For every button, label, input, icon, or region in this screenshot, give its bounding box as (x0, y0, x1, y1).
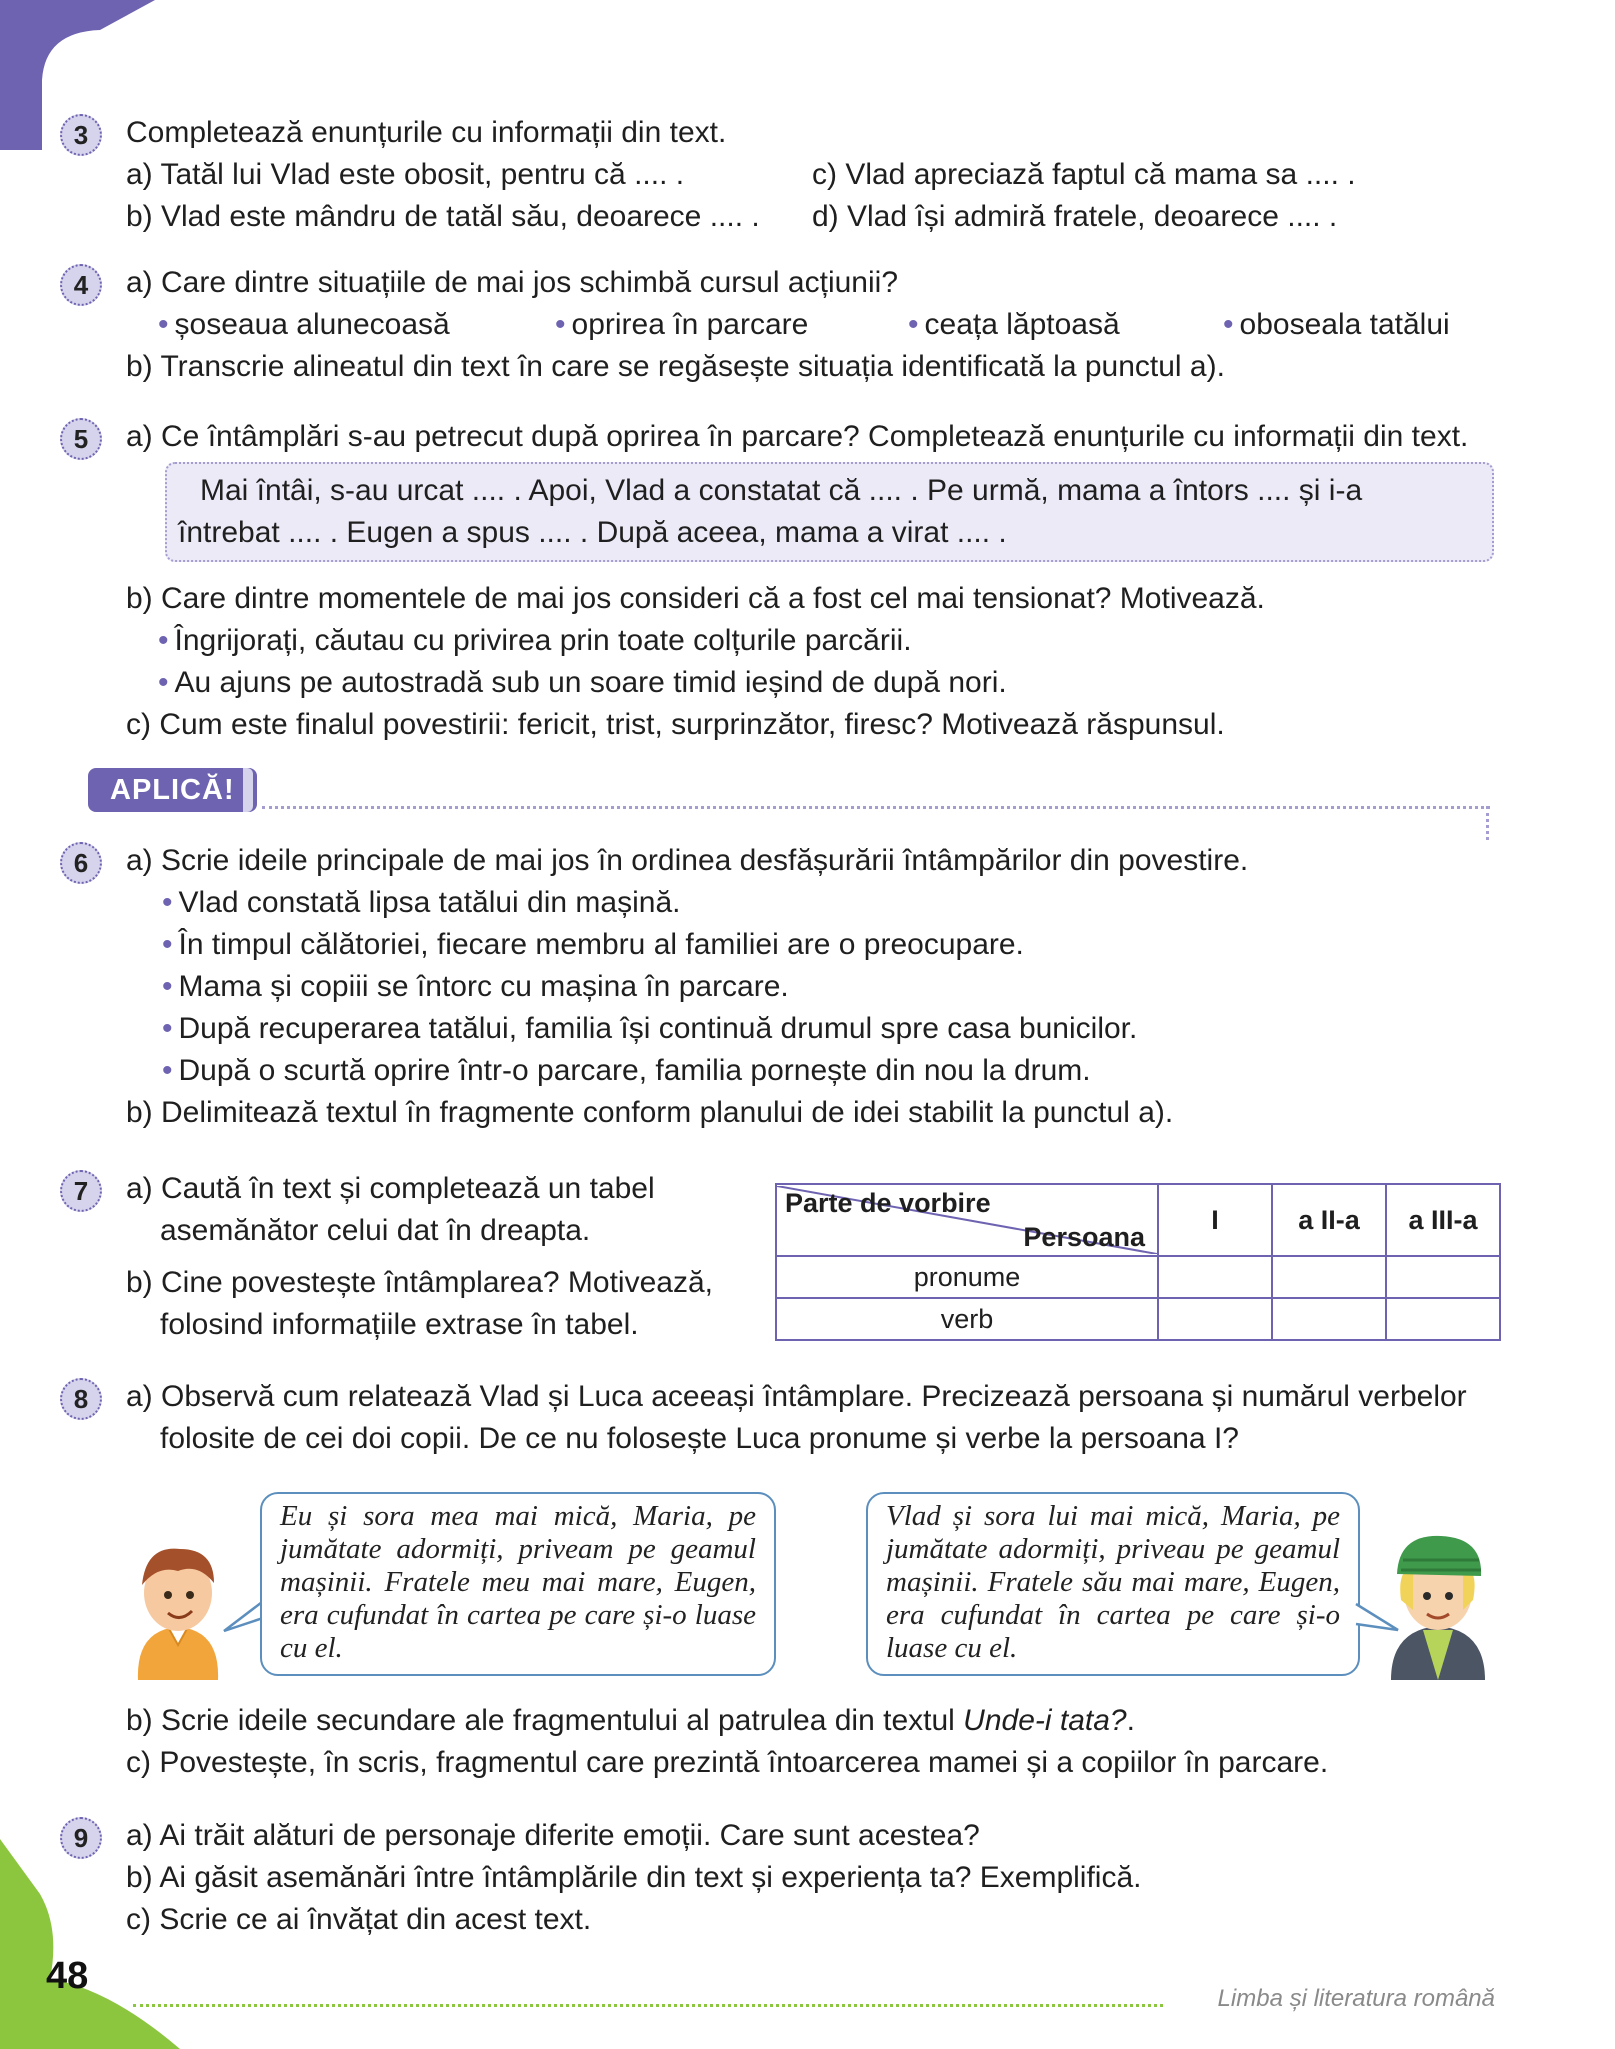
exercise-number: 4 (60, 264, 102, 306)
item-a-line-1: a) Caută în text și completează un tabel (126, 1172, 655, 1205)
bullet-icon: • (158, 624, 169, 657)
apply-dotted-rule-end (1486, 806, 1489, 840)
item-a-line-2: folosite de cei doi copii. De ce nu folosește Luca pronume și verbe la persoana I? (160, 1422, 1239, 1455)
exercise-title: Completează enunțurile cu informații din text. (126, 116, 727, 149)
speech-bubble-luca: Vlad și sora lui mai mică, Maria, pe jumătate adormiți, priveau pe geamul mașinii. Fratele său mai mare, Eugen, era cufundat în cartea pe care și-o luase cu el. (866, 1492, 1360, 1676)
bullet-icon: • (162, 928, 173, 961)
exercise-8 (60, 1376, 1500, 1466)
option-4: • oboseala tatălui (1223, 308, 1450, 341)
exercise-number: 8 (60, 1378, 102, 1420)
table-corner-cell (776, 1184, 1158, 1256)
exercise-number: 6 (60, 842, 102, 884)
bullet-icon: • (162, 1054, 173, 1087)
idea-5: • După o scurtă oprire într-o parcare, familia pornește din nou la drum. (162, 1054, 1091, 1087)
corner-bottom-label: Persoana (1023, 1222, 1145, 1252)
exercise-9 (60, 1815, 1500, 1945)
b-option-1: • Îngrijorați, căutau cu privirea prin toate colțurile parcării. (158, 624, 912, 657)
item-b: b) Vlad este mândru de tatăl său, deoarece .... . (126, 200, 760, 233)
bullet-icon: • (1223, 308, 1234, 341)
bullet-icon: • (162, 970, 173, 1003)
table-cell (1386, 1256, 1500, 1298)
item-b: b) Delimitează textul în fragmente conform planului de idei stabilit la punctul a). (126, 1096, 1174, 1129)
idea-4: • După recuperarea tatălui, familia își continuă drumul spre casa bunicilor. (162, 1012, 1138, 1045)
item-d: d) Vlad își admiră fratele, deoarece .... . (812, 200, 1338, 233)
table-cell (1386, 1298, 1500, 1340)
corner-top-label: Parte de vorbire (785, 1188, 991, 1218)
item-a: a) Care dintre situațiile de mai jos schimbă cursul acțiunii? (126, 266, 899, 299)
item-b-line-2: folosind informațiile extrase în tabel. (160, 1308, 639, 1341)
apply-section-tag: APLICĂ! (88, 768, 257, 812)
footer-book-title: Limba și literatura română (1217, 1985, 1495, 2012)
item-a: a) Scrie ideile principale de mai jos în ordinea desfășurării întâmpărilor din povestire. (126, 844, 1249, 877)
item-b-line-1: b) Cine povestește întâmplarea? Motivează, (126, 1266, 713, 1299)
item-c: c) Scrie ce ai învățat din acest text. (126, 1903, 592, 1936)
column-header-1: I (1158, 1184, 1272, 1256)
item-b: b) Transcrie alineatul din text în care se regăsește situația identificată la punctul a). (126, 350, 1225, 383)
option-3: • ceața lăptoasă (908, 308, 1120, 341)
vlad-avatar (128, 1535, 228, 1680)
table-cell (1158, 1298, 1272, 1340)
idea-1: • Vlad constată lipsa tatălui din mașină. (162, 886, 681, 919)
column-header-2: a II-a (1272, 1184, 1386, 1256)
exercise-8-b-c (60, 1700, 1500, 1790)
exercise-5 (60, 416, 1500, 746)
bullet-icon: • (162, 1012, 173, 1045)
exercise-6 (60, 840, 1500, 1140)
idea-3: • Mama și copiii se întorc cu mașina în parcare. (162, 970, 789, 1003)
item-c: c) Cum este finalul povestirii: fericit, trist, surprinzător, firesc? Motivează răspunsul. (126, 708, 1225, 741)
item-b: b) Scrie ideile secundare ale fragmentului al patrulea din textul Unde-i tata?. (126, 1704, 1135, 1737)
bullet-icon: • (555, 308, 566, 341)
box-line-1: Mai întâi, s-au urcat .... . Apoi, Vlad a constatat că .... . Pe urmă, mama a întors .... și i-a (200, 474, 1363, 507)
item-c: c) Povestește, în scris, fragmentul care prezintă întoarcerea mamei și a copiilor în parcare. (126, 1746, 1329, 1779)
table-cell (1272, 1256, 1386, 1298)
box-line-2: întrebat .... . Eugen a spus .... . După aceea, mama a virat .... . (178, 516, 1007, 549)
exercise-3 (60, 112, 1500, 242)
speech-bubble-vlad: Eu și sora mea mai mică, Maria, pe jumătate adormiți, priveam pe geamul mașinii. Fratele meu mai mare, Eugen, era cufundat în cartea pe care și-o luase cu el. (260, 1492, 776, 1676)
idea-2: • În timpul călătoriei, fiecare membru al familiei are o preocupare. (162, 928, 1024, 961)
option-2: • oprirea în parcare (555, 308, 809, 341)
table-cell (1158, 1256, 1272, 1298)
parts-of-speech-table (775, 1183, 1501, 1341)
row-label-verb: verb (776, 1298, 1158, 1340)
b-option-2: • Au ajuns pe autostradă sub un soare timid ieșind de după nori. (158, 666, 1007, 699)
apply-tag-edge (243, 768, 253, 812)
exercise-number: 9 (60, 1817, 102, 1859)
item-a: a) Ai trăit alături de personaje diferite emoții. Care sunt acestea? (126, 1819, 980, 1852)
bullet-icon: • (158, 666, 169, 699)
exercise-number: 3 (60, 114, 102, 156)
page-number: 48 (46, 1955, 89, 1997)
table-cell (1272, 1298, 1386, 1340)
item-b: b) Care dintre momentele de mai jos consideri că a fost cel mai tensionat? Motivează. (126, 582, 1265, 615)
item-a: a) Tatăl lui Vlad este obosit, pentru că .... . (126, 158, 685, 191)
item-a-line-2: asemănător celui dat în dreapta. (160, 1214, 591, 1247)
exercise-4 (60, 262, 1500, 392)
item-c: c) Vlad apreciază faptul că mama sa .... . (812, 158, 1356, 191)
column-header-3: a III-a (1386, 1184, 1500, 1256)
footer-dotted-rule (133, 2004, 1163, 2007)
bullet-icon: • (908, 308, 919, 341)
option-1: • șoseaua alunecoasă (158, 308, 450, 341)
story-title: Unde-i tata? (963, 1704, 1127, 1737)
exercise-number: 5 (60, 418, 102, 460)
row-label-pronume: pronume (776, 1256, 1158, 1298)
bullet-icon: • (158, 308, 169, 341)
bullet-icon: • (162, 886, 173, 919)
item-a-line-1: a) Observă cum relatează Vlad și Luca aceeași întâmplare. Precizează persoana și numărul verbelor (126, 1380, 1467, 1413)
luca-avatar (1383, 1530, 1493, 1680)
exercise-number: 7 (60, 1170, 102, 1212)
item-b: b) Ai găsit asemănări între întâmplările din text și experiența ta? Exemplifică. (126, 1861, 1142, 1894)
item-a: a) Ce întâmplări s-au petrecut după oprirea în parcare? Completează enunțurile cu informații din text. (126, 420, 1469, 453)
apply-dotted-rule (262, 806, 1490, 809)
